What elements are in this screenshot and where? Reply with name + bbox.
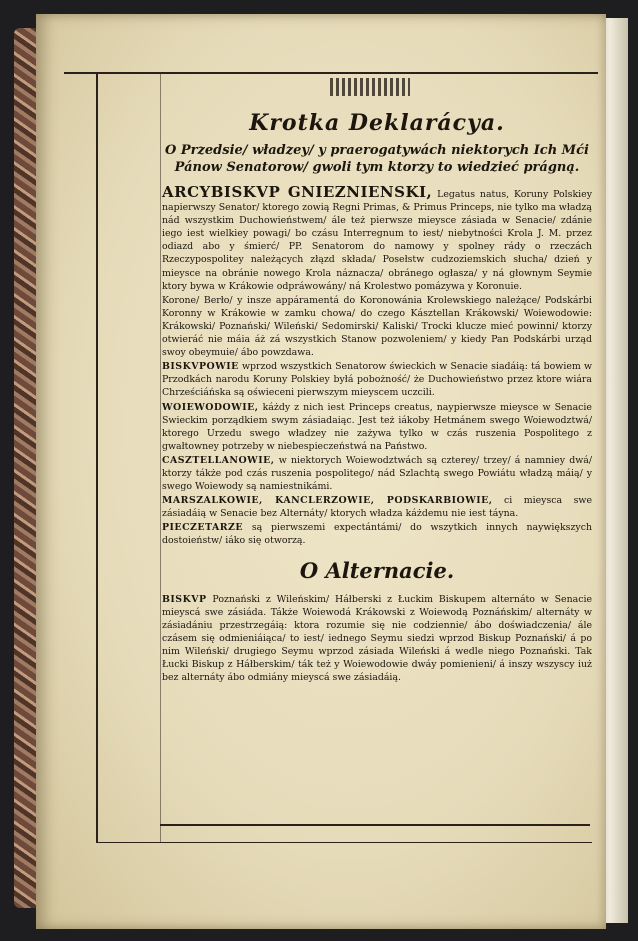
paragraph-text: są pierwszemi expectántámi/ do wszytkich innych naywiększych dostoieństw/ iáko się otworzą. [162, 522, 592, 547]
paragraph-pieczetarze [162, 521, 592, 547]
text-block [162, 100, 592, 685]
section-title-alternacie: O Alternacie. [299, 557, 455, 583]
margin-rule-inner [160, 72, 161, 842]
bottom-rule-outer [96, 842, 592, 843]
document-title: Krotka Deklarácya. [249, 110, 505, 136]
paragraph-text: ci mieysca swe zásiadáią w Senacie bez Alternáty/ ktorych władza káżdemu nie iest táyna. [162, 495, 592, 520]
paragraph-text: wprzod wszystkich Senatorow świeckich w Senacie siadáią: tá bowiem w Przodkách narodu Koruny Polskiey byłá pobożność/ że Duchowieństwo przez ktore wiára Chrześciáńska są oświeceni pierwszym mieyscem uczcili. [162, 361, 592, 399]
paragraph-lead: MARSZALKOWIE, KANCLERZOWIE, PODSKARBIOWIE, [162, 495, 493, 507]
paragraph-korone [162, 294, 592, 359]
paragraph-kasztellanowie [162, 454, 592, 493]
paragraph-lead: ARCYBISKVP GNIEZNIENSKI, [162, 183, 433, 201]
paragraph-text: Korone/ Berło/ y insze appáramentá do Koronowánia Krolewskiego należące/ Podskárbi Koronny w Krákowie w zamku chowa/ do czego Kásztellan Krákowski/ Woiewodowie: Krákowski/ Poznański/ Wileński/ Sedomirski/ Kaliski/ Trocki klucze mieć powinni/ ktorzy otwieráć nie máia áż zá wszystkich Stanow pozwoleniem/ y kiedy Pan Podskárbi urząd swoy obeymuie/ ábo powzdawa. [162, 294, 592, 359]
paragraph-text: káżdy z nich iest Princeps creatus, naypierwsze mieysce w Senacie Swieckim porządkiem swym zásiadaiąc. Jest też iákoby Hetmánem swego Woiewodztwá/ ktorego Urzedu swego władzey nie zażywa tylko w czás ruszenia Pospolitego z gwałtowney potrzeby w niebespieczeństwá na Państwo. [162, 401, 592, 452]
paragraph-lead: BISKVP [162, 593, 207, 605]
paragraph-text: w niektorych Woiewodztwách są czterey/ trzey/ á namniey dwá/ ktorzy tákże pod czás ruszenia pospolitego/ nád Szlachtą swego Powiátu władzą máią/ y swego Woiewody są namiestnikámi. [162, 454, 592, 493]
paragraph-text: Poznański z Wileńskim/ Háłberski z Łuckim Biskupem alternáto w Senacie mieyscá swe zásiáda. Tákże Woiewodá Krákowski z Woiewodą Poznáńskim/ alternáty w zásiadániu przestrzegáią: ktora rozumie się nie codziennie/ ábo doświadczenia/ ále czásem się odmieniáiąca/ to iest/ iednego Seymu siedzi wprzod Biskup Poznański/ á po nim Wileński/ drugiego Seymu wprzod zásiada Wileński á wedle niego Poznański. Tak Łucki Biskup z Háłberskim/ ták też y Woiewodowie dwáy pomienieni/ á inszy wszyscy iuż bez alternáty ábo odmiány mieyscá swe zásiadáią. [162, 593, 592, 684]
paragraph-lead: CASZTELLANOWIE, [162, 454, 275, 466]
paragraph-lead: WOIEWODOWIE, [162, 401, 259, 413]
paragraph-lead: PIECZETARZE [162, 522, 244, 534]
paragraph-woiewodowie [162, 401, 592, 453]
bottom-rule [160, 824, 590, 826]
ornament-band [330, 78, 410, 96]
margin-rule-outer [96, 72, 98, 842]
paragraph-text: Legatus natus, Koruny Polskiey napierwszy Senator/ ktorego zowią Regni Primas, & Primus Princeps, nie tylko ma władzą nád wszystkim Duchowieństwem/ ále też pierwsze mieysce zásiada w Senacie/ zdánie iego iest wielkiey powagi/ bo czásu Interregnum to iest/ niebytności Krola J. M. przez odiazd abo y śmierć/ PP. Senatorom do namowy y spolney rády o rzeczách Rzeczypospolitey należących złązd składa/ Posełstw cudzoziemskich słucha/ dzień y mieysce na obránie nowego Krola náznacza/ obránego ogłasza/ y ná głownym Seymie ktory bywa w Krákowie odpráwowány/ ná Krolestwo pomázywa y Koronuie. [162, 189, 592, 292]
paragraph-lead: BISKVPOWIE [162, 361, 239, 373]
paragraph-alternata [162, 593, 592, 685]
paragraph-marszalkowie [162, 494, 592, 520]
paragraph-biskupowie [162, 360, 592, 399]
paragraph-arcybiskup [162, 183, 592, 293]
document-subtitle: O Przedsie/ władzey/ y praerogatywách niektorych Ich Mći Pánow Senatorow/ gwoli tym ktorzy to wiedzieć prágną. [165, 143, 589, 175]
